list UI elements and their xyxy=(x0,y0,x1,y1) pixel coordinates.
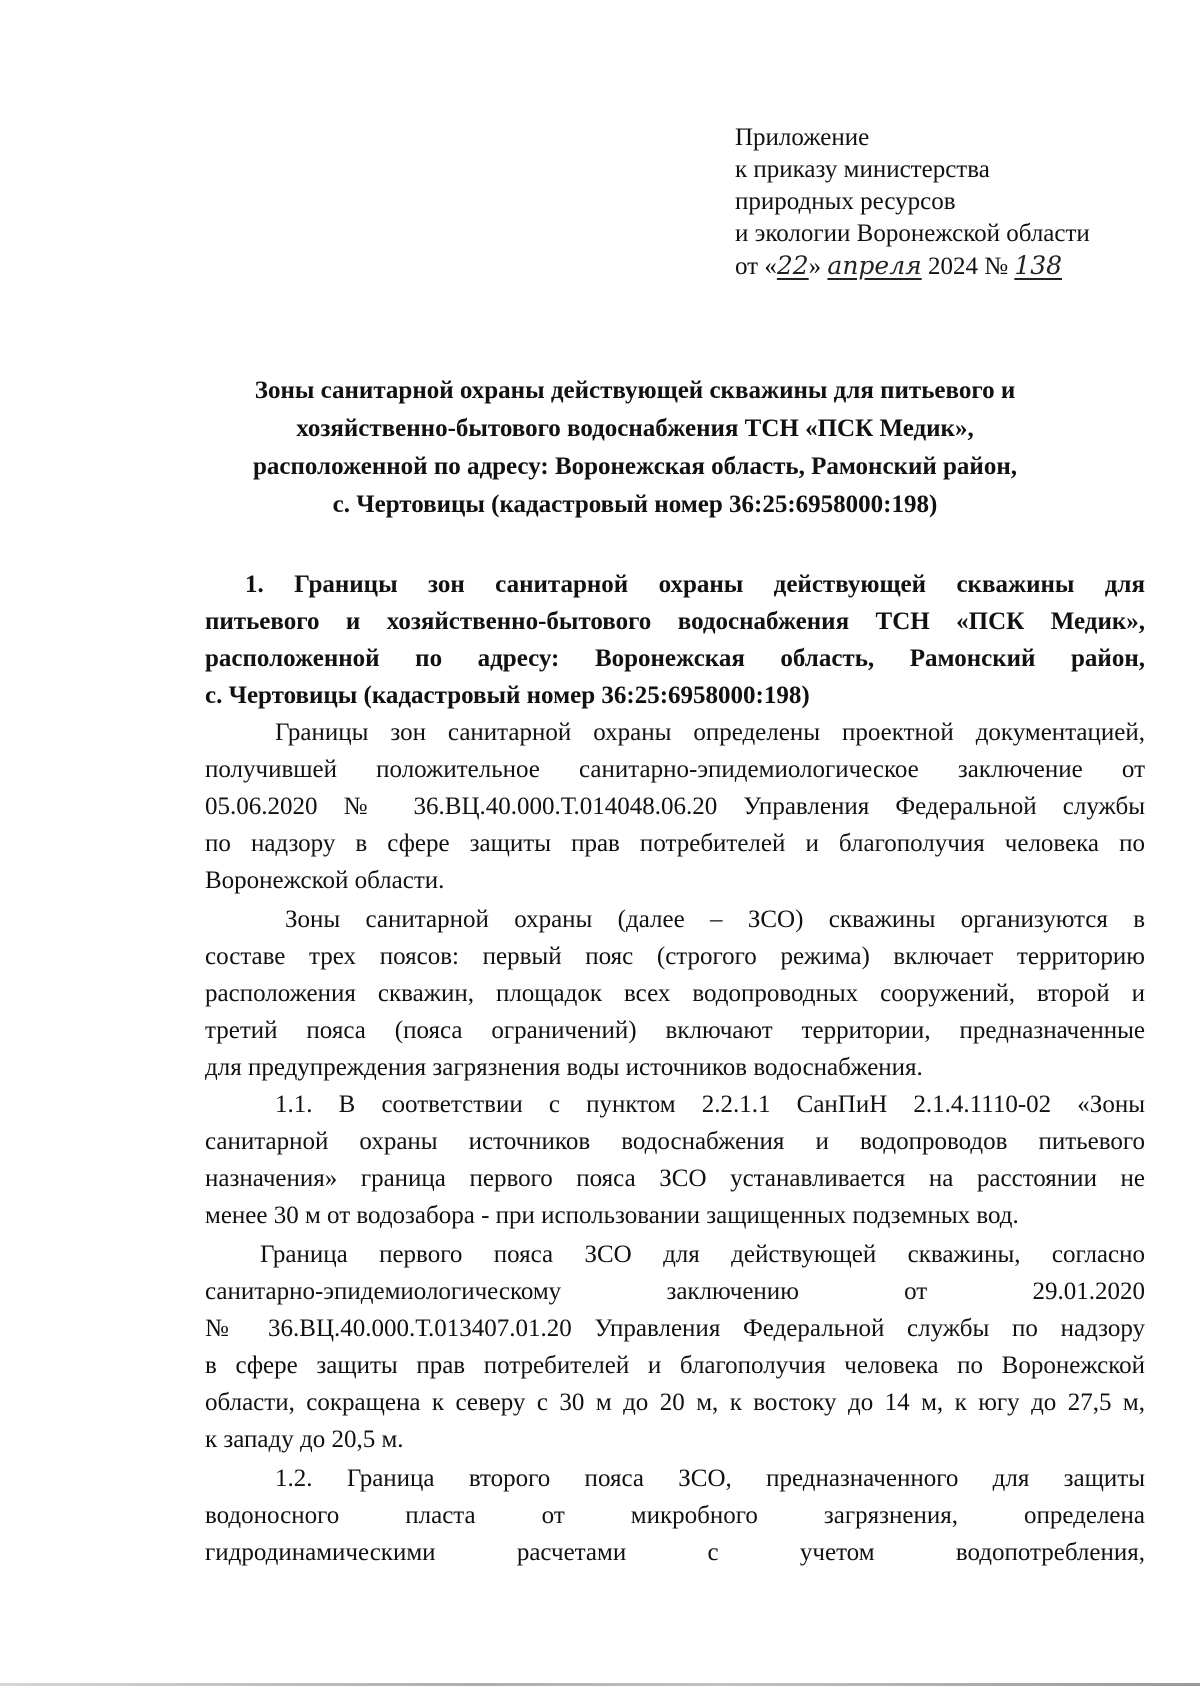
paragraph-line: Границы зон санитарной охраны определены проектной документацией, xyxy=(275,719,1145,746)
paragraph-1-1 xyxy=(205,1086,1145,1234)
appendix-line: к приказу министерства xyxy=(735,156,990,183)
paragraph-line: Граница первого пояса ЗСО для действующей скважины, согласно xyxy=(260,1241,1145,1268)
paragraph-line: в сфере защиты прав потребителей и благополучия человека по Воронежской xyxy=(205,1352,1145,1379)
paragraph-line: к западу до 20,5 м. xyxy=(205,1426,404,1453)
paragraph-line: назначения» граница первого пояса ЗСО устанавливается на расстоянии не xyxy=(205,1165,1145,1192)
paragraph-line: санитарно-эпидемиологическому заключению от 29.01.2020 xyxy=(205,1278,1145,1305)
paragraph-line: Зоны санитарной охраны (далее – ЗСО) скважины организуются в xyxy=(285,906,1145,933)
paragraph-line: для предупреждения загрязнения воды источников водоснабжения. xyxy=(205,1054,923,1081)
appendix-line: природных ресурсов xyxy=(735,188,956,215)
appendix-line: и экологии Воронежской области xyxy=(735,220,1090,247)
scan-artifact-line xyxy=(0,1683,1200,1686)
paragraph-line: третий пояса (пояса ограничений) включают территории, предназначенные xyxy=(205,1017,1145,1044)
paragraph-line: гидродинамическими расчетами с учетом водопотребления, xyxy=(205,1539,1145,1566)
heading-line: с. Чертовицы (кадастровый номер 36:25:6958000:198) xyxy=(205,682,810,709)
heading-line: питьевого и хозяйственно-бытового водоснабжения ТСН «ПСК Медик», xyxy=(205,608,1145,635)
document-title xyxy=(200,372,1070,524)
paragraph-line: получившей положительное санитарно-эпидемиологическое заключение от xyxy=(205,756,1145,783)
date-prefix: от « xyxy=(735,253,777,280)
handwritten-month: апреля xyxy=(827,251,922,280)
title-line: хозяйственно-бытового водоснабжения ТСН «ПСК Медик», xyxy=(296,415,974,442)
paragraph-1-2 xyxy=(205,1460,1145,1571)
date-mid: » xyxy=(808,253,828,280)
paragraph-zones xyxy=(205,901,1145,1086)
paragraph-line: 05.06.2020 № 36.ВЦ.40.000.Т.014048.06.20 Управления Федеральной службы xyxy=(205,793,1145,820)
paragraph-line: менее 30 м от водозабора - при использовании защищенных подземных вод. xyxy=(205,1202,1019,1229)
paragraph-line: 1.2. Граница второго пояса ЗСО, предназначенного для защиты xyxy=(275,1465,1145,1492)
section-heading xyxy=(205,566,1145,714)
heading-line: расположенной по адресу: Воронежская область, Рамонский район, xyxy=(205,645,1145,672)
document-body xyxy=(205,566,1145,1571)
paragraph-line: санитарной охраны источников водоснабжения и водопроводов питьевого xyxy=(205,1128,1145,1155)
paragraph-line: расположения скважин, площадок всех водопроводных сооружений, второй и xyxy=(205,980,1145,1007)
paragraph-line: Воронежской области. xyxy=(205,867,445,894)
paragraph-line: составе трех поясов: первый пояс (строгого режима) включает территорию xyxy=(205,943,1145,970)
order-date-line xyxy=(735,250,1155,283)
paragraph-line: водоносного пласта от микробного загрязнения, определена xyxy=(205,1502,1145,1529)
paragraph-line: по надзору в сфере защиты прав потребителей и благополучия человека по xyxy=(205,830,1145,857)
appendix-header xyxy=(735,122,1155,283)
date-year: 2024 № xyxy=(921,253,1015,280)
paragraph-first-belt xyxy=(205,1236,1145,1458)
paragraph-line: 1.1. В соответствии с пунктом 2.2.1.1 СанПиН 2.1.4.1110-02 «Зоны xyxy=(275,1091,1145,1118)
title-line: расположенной по адресу: Воронежская область, Рамонский район, xyxy=(252,453,1017,480)
heading-line: 1. Границы зон санитарной охраны действующей скважины для xyxy=(245,571,1145,598)
paragraph-boundaries xyxy=(205,714,1145,899)
paragraph-line: № 36.ВЦ.40.000.Т.013407.01.20 Управления Федеральной службы по надзору xyxy=(205,1315,1145,1342)
handwritten-order-number: 138 xyxy=(1014,251,1063,280)
title-line: Зоны санитарной охраны действующей скважины для питьевого и xyxy=(254,377,1016,404)
title-line: с. Чертовицы (кадастровый номер 36:25:6958000:198) xyxy=(332,491,938,518)
paragraph-line: области, сокращена к северу с 30 м до 20 м, к востоку до 14 м, к югу до 27,5 м, xyxy=(205,1389,1145,1416)
appendix-line: Приложение xyxy=(735,124,870,151)
handwritten-day: 22 xyxy=(776,251,809,280)
